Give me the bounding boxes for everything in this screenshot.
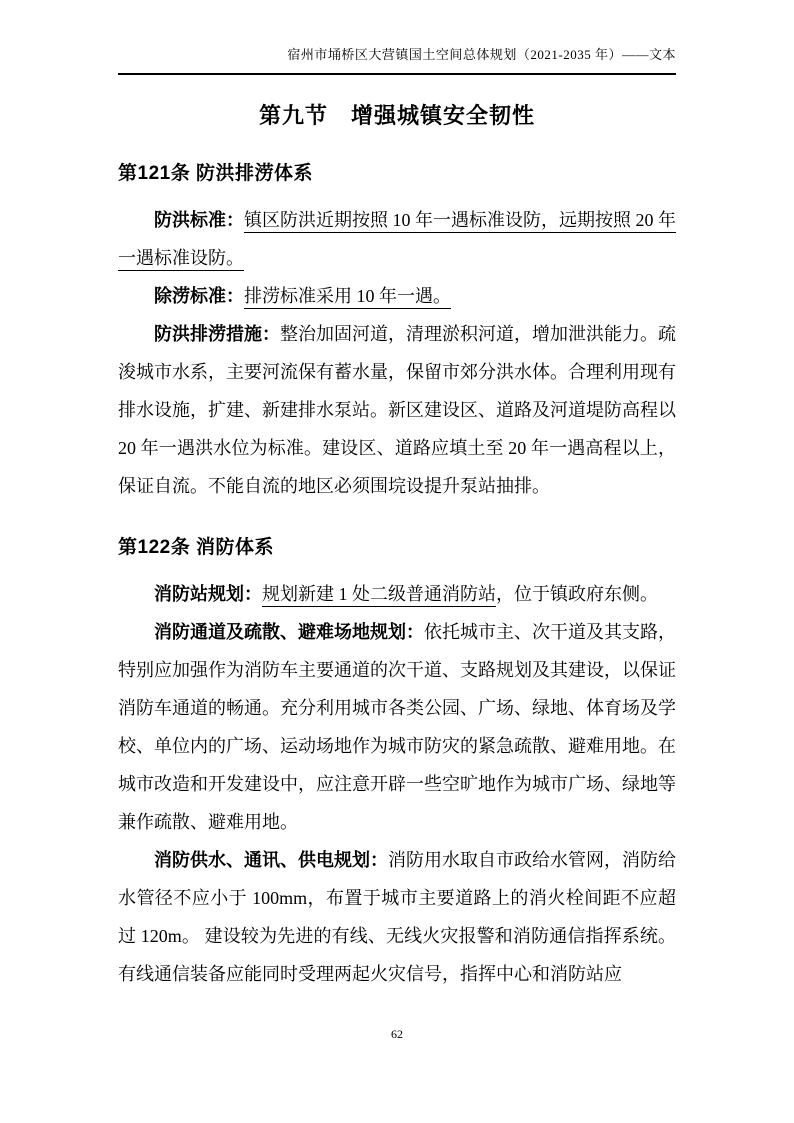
paragraph (118, 201, 676, 277)
paragraph-label: 防洪标准： (154, 210, 244, 230)
paragraph-text: ，位于镇政府东侧。 (496, 584, 658, 604)
paragraph-label: 防洪排涝措施： (154, 324, 280, 344)
paragraph-label: 除涝标准： (154, 286, 244, 306)
paragraph (118, 575, 676, 613)
paragraph-text: 消防用水取自市政给水管网，消防给水管径不应小于 100mm，布置于城市主要道路上的消火栓间距不应超过 120m。 建设较为先进的有线、无线火灾报警和消防通信指挥系统。有线通信装备应能同时受理两起火灾信号，指挥中心和消防站应 (118, 850, 676, 984)
paragraph-text: 依托城市主、次干道及其支路，特别应加强作为消防车主要通道的次干道、支路规划及其建设，以保证消防车通道的畅通。充分利用城市各类公园、广场、绿地、体育场及学校、单位内的广场、运动场地作为城市防灾的紧急疏散、避难用地。在城市改造和开发建设中，应注意开辟一些空旷地作为城市广场、绿地等兼作疏散、避难用地。 (118, 622, 676, 832)
header-text: 宿州市埇桥区大营镇国土空间总体规划（2021-2035 年）——文本 (287, 47, 676, 62)
page-footer (0, 1026, 794, 1042)
paragraph (118, 277, 676, 315)
section-heading: 第122条 消防体系 (118, 537, 274, 558)
page-title: 第九节 增强城镇安全韧性 (258, 103, 535, 128)
paragraph-label: 消防通道及疏散、避难场地规划： (154, 622, 424, 642)
underlined-text: 排涝标准采用 10 年一遇。 (244, 286, 451, 306)
underlined-text: 镇区防洪近期按照 10 年一遇标准设防，远期按照 20 年一遇标准设防。 (118, 210, 676, 268)
page-number: 62 (391, 1027, 403, 1041)
paragraph-label: 消防供水、通讯、供电规划： (154, 850, 388, 870)
paragraph (118, 315, 676, 505)
paragraph (118, 841, 676, 993)
underlined-text: 规划新建 1 处二级普通消防站 (262, 584, 496, 604)
paragraph (118, 613, 676, 841)
paragraph-label: 消防站规划： (154, 584, 262, 604)
section-flood-control (118, 161, 676, 505)
section-fire-protection (118, 535, 676, 993)
document-header (118, 0, 676, 75)
paragraph-text: 整治加固河道，清理淤积河道，增加泄洪能力。疏浚城市水系，主要河流保有蓄水量，保留市郊分洪水体。合理利用现有排水设施，扩建、新建排水泵站。新区建设区、道路及河道堤防高程以 20 年一遇洪水位为标准。建设区、道路应填土至 20 年一遇高程以上，保证自流。不能自流的地区必须围垸设提升泵站抽排。 (118, 324, 676, 496)
section-heading: 第121条 防洪排涝体系 (118, 163, 313, 184)
